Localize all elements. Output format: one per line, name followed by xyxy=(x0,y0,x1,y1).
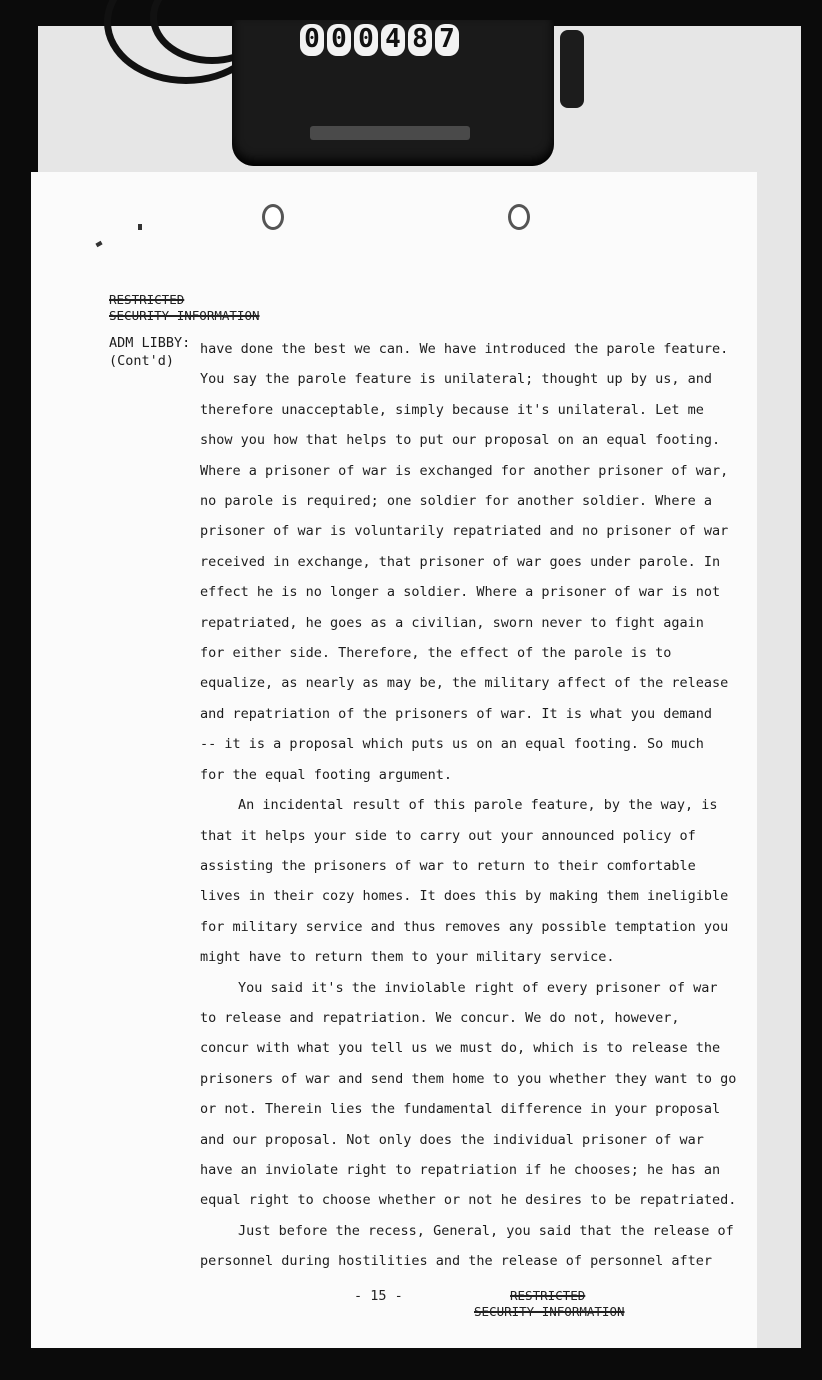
body-line: equal right to choose whether or not he desires to be repatriated. xyxy=(200,1192,737,1209)
counter-digit: 4 xyxy=(381,24,405,56)
body-line: for military service and thus removes any possible temptation you xyxy=(200,918,729,935)
body-line: concur with what you tell us we must do, which is to release the xyxy=(200,1040,721,1057)
body-line: that it helps your side to carry out your announced policy of xyxy=(200,827,696,844)
punch-hole xyxy=(508,204,530,230)
counter-digit: 7 xyxy=(435,24,459,56)
body-line: effect he is no longer a soldier. Where a prisoner of war is not xyxy=(200,584,721,601)
body-line: no parole is required; one soldier for another soldier. Where a xyxy=(200,493,713,510)
body-line: An incidental result of this parole feature, by the way, is xyxy=(238,797,718,814)
footer-classification-stamp xyxy=(474,1288,625,1320)
stamp-line-restricted: RESTRICTED xyxy=(109,292,185,307)
body-line: assisting the prisoners of war to return to their comfortable xyxy=(200,857,696,874)
counter-digit: 0 xyxy=(300,24,324,56)
stamp-line-security: SECURITY INFORMATION xyxy=(474,1304,625,1319)
body-line: have an inviolate right to repatriation if he chooses; he has an xyxy=(200,1161,721,1178)
counter-digit: 8 xyxy=(408,24,432,56)
body-line: Just before the recess, General, you said that the release of xyxy=(238,1222,734,1239)
body-line: and our proposal. Not only does the individual prisoner of war xyxy=(200,1131,704,1148)
body-line: and repatriation of the prisoners of war. It is what you demand xyxy=(200,705,713,722)
header-classification-stamp xyxy=(109,292,260,324)
speaker-continued: (Cont'd) xyxy=(109,353,175,369)
body-line: to release and repatriation. We concur. We do not, however, xyxy=(200,1009,680,1026)
stamp-line-security: SECURITY INFORMATION xyxy=(109,308,260,323)
punch-hole xyxy=(262,204,284,230)
body-line: lives in their cozy homes. It does this by making them ineligible xyxy=(200,888,729,905)
body-line: personnel during hostilities and the release of personnel after xyxy=(200,1253,713,1270)
body-line: Where a prisoner of war is exchanged for another prisoner of war, xyxy=(200,462,729,479)
body-line: equalize, as nearly as may be, the military affect of the release xyxy=(200,675,729,692)
body-line: or not. Therein lies the fundamental difference in your proposal xyxy=(200,1101,721,1118)
body-line: prisoner of war is voluntarily repatriated and no prisoner of war xyxy=(200,523,729,540)
frame-counter-digits xyxy=(300,24,459,56)
speaker-label xyxy=(109,334,190,370)
body-line: for the equal footing argument. xyxy=(200,766,452,783)
speaker-name: ADM LIBBY: xyxy=(109,335,191,351)
body-line: You said it's the inviolable right of every prisoner of war xyxy=(238,979,718,996)
counter-digit: 0 xyxy=(354,24,378,56)
body-line: repatriated, he goes as a civilian, sworn never to fight again xyxy=(200,614,704,631)
counter-digit: 0 xyxy=(327,24,351,56)
body-line: might have to return them to your military service. xyxy=(200,949,615,966)
body-line: You say the parole feature is unilateral; thought up by us, and xyxy=(200,371,713,388)
body-line: prisoners of war and send them home to you whether they want to go xyxy=(200,1070,737,1087)
counter-knob xyxy=(560,30,584,108)
stamp-line-restricted: RESTRICTED xyxy=(510,1288,586,1303)
body-line: show you how that helps to put our proposal on an equal footing. xyxy=(200,432,721,449)
body-line: therefore unacceptable, simply because it's unilateral. Let me xyxy=(200,401,704,418)
body-line: have done the best we can. We have introduced the parole feature. xyxy=(200,341,729,357)
counter-slot xyxy=(310,126,470,140)
body-line: received in exchange, that prisoner of war goes under parole. In xyxy=(200,553,721,570)
body-line: for either side. Therefore, the effect of the parole is to xyxy=(200,645,672,662)
document-body-text xyxy=(200,334,737,1277)
body-line: -- it is a proposal which puts us on an equal footing. So much xyxy=(200,736,704,753)
page-number: - 15 - xyxy=(354,1288,403,1304)
ink-speck xyxy=(138,224,142,230)
